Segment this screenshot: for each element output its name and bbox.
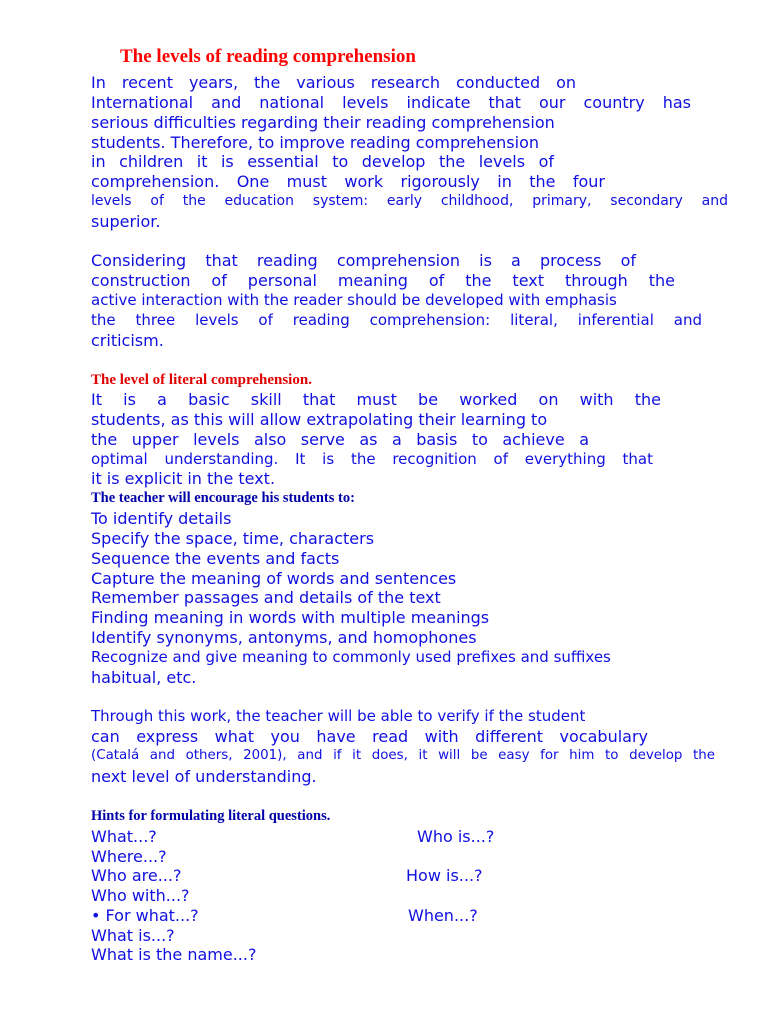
para4-line: (Catalá and others, 2001), and if it does, it will be easy for him to develop the	[91, 748, 715, 763]
question-item: What...?	[91, 827, 157, 846]
question-item: Who are...?	[91, 866, 182, 885]
para1-line: International and national levels indicate that our country has	[91, 93, 691, 112]
skill-item: habitual, etc.	[91, 668, 197, 687]
question-item: • For what...?	[91, 906, 199, 925]
skill-item: Specify the space, time, characters	[91, 529, 375, 548]
para1-line: levels of the education system: early childhood, primary, secondary and	[91, 193, 728, 209]
question-item: Who with...?	[91, 886, 190, 905]
skill-item: Remember passages and details of the text	[91, 588, 441, 607]
hints-heading: Hints for formulating literal questions.	[91, 808, 331, 824]
question-item: How is...?	[406, 866, 483, 885]
literal-section-heading: The level of literal comprehension.	[91, 372, 312, 388]
para4-line: can express what you have read with different vocabulary	[91, 727, 648, 746]
skill-item: Identify synonyms, antonyms, and homophones	[91, 628, 477, 647]
question-item: Who is...?	[417, 827, 495, 846]
teacher-heading: The teacher will encourage his students to:	[91, 490, 355, 506]
para1-line: in children it is essential to develop the levels of	[91, 152, 554, 171]
skill-item: Capture the meaning of words and sentences	[91, 569, 457, 588]
para2-line: active interaction with the reader should be developed with emphasis	[91, 291, 617, 309]
skill-item: Sequence the events and facts	[91, 549, 340, 568]
question-item: What is...?	[91, 926, 175, 945]
skill-item: Finding meaning in words with multiple meanings	[91, 608, 490, 627]
para3-line: It is a basic skill that must be worked on with the	[91, 390, 661, 409]
para1-line: comprehension. One must work rigorously in the four	[91, 172, 605, 191]
para1-line: superior.	[91, 212, 161, 231]
question-item: When...?	[408, 906, 478, 925]
para3-line: it is explicit in the text.	[91, 469, 276, 488]
question-item: What is the name...?	[91, 945, 257, 964]
question-item: Where...?	[91, 847, 167, 866]
para3-line: students, as this will allow extrapolating their learning to	[91, 410, 548, 429]
skill-item: Recognize and give meaning to commonly used prefixes and suffixes	[91, 648, 611, 666]
para2-line: criticism.	[91, 331, 164, 350]
skill-item: To identify details	[91, 509, 232, 528]
para4-line: Through this work, the teacher will be able to verify if the student	[91, 707, 586, 725]
para1-line: students. Therefore, to improve reading comprehension	[91, 133, 540, 152]
para1-line: serious difficulties regarding their reading comprehension	[91, 113, 555, 132]
para2-line: the three levels of reading comprehension: literal, inferential and	[91, 311, 702, 329]
page-title: The levels of reading comprehension	[120, 46, 416, 67]
para1-line: In recent years, the various research conducted on	[91, 73, 576, 92]
para4-line: next level of understanding.	[91, 767, 317, 786]
para2-line: Considering that reading comprehension is a process of	[91, 251, 636, 270]
para3-line: optimal understanding. It is the recognition of everything that	[91, 450, 653, 468]
para2-line: construction of personal meaning of the text through the	[91, 271, 675, 290]
para3-line: the upper levels also serve as a basis to achieve a	[91, 430, 589, 449]
